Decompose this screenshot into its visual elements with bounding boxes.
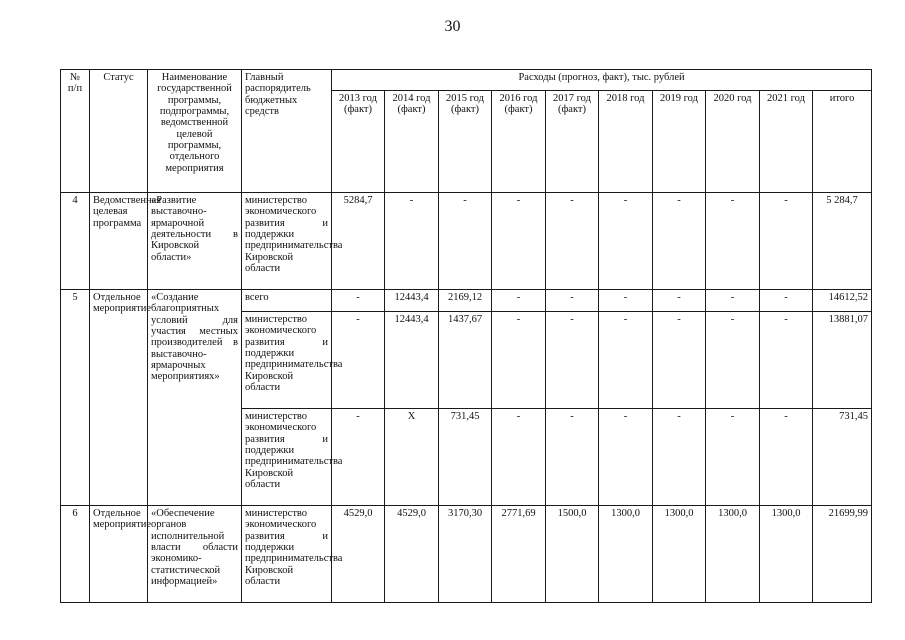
value-cell: 12443,4 <box>385 312 439 409</box>
total-cell: 731,45 <box>813 409 872 506</box>
budget-expenses-table <box>60 69 872 603</box>
header-year: 2017 год (факт) <box>546 91 599 193</box>
value-cell: - <box>546 193 599 290</box>
total-cell: 13881,07 <box>813 312 872 409</box>
value-cell: - <box>332 290 385 312</box>
value-cell: - <box>332 409 385 506</box>
value-cell: - <box>492 193 546 290</box>
value-cell: - <box>439 193 492 290</box>
page-number: 30 <box>444 18 461 35</box>
header-year: 2016 год (факт) <box>492 91 546 193</box>
value-cell: - <box>706 290 760 312</box>
value-cell: - <box>385 193 439 290</box>
value-cell: 2169,12 <box>439 290 492 312</box>
value-cell: - <box>492 290 546 312</box>
table-row <box>61 290 872 312</box>
value-cell: 1500,0 <box>546 506 599 603</box>
row-status: Отдельное мероприятие <box>90 290 148 506</box>
row-status: Отдельное мероприятие <box>90 506 148 603</box>
header-year: 2015 год (факт) <box>439 91 492 193</box>
value-cell: 2771,69 <box>492 506 546 603</box>
header-admin: Главный распорядитель бюджетных средств <box>242 70 332 193</box>
value-cell: 3170,30 <box>439 506 492 603</box>
value-cell: - <box>706 409 760 506</box>
value-cell: - <box>760 290 813 312</box>
total-cell: 21699,99 <box>813 506 872 603</box>
value-cell: 5284,7 <box>332 193 385 290</box>
value-cell: - <box>760 312 813 409</box>
value-cell: 4529,0 <box>332 506 385 603</box>
row-admin: всего <box>242 290 332 312</box>
header-year: 2020 год <box>706 91 760 193</box>
value-cell: - <box>599 312 653 409</box>
header-num: № п/п <box>61 70 90 193</box>
header-year: 2019 год <box>653 91 706 193</box>
value-cell: 1437,67 <box>439 312 492 409</box>
header-year: 2018 год <box>599 91 653 193</box>
value-cell: - <box>653 193 706 290</box>
value-cell: - <box>653 312 706 409</box>
value-cell: - <box>546 409 599 506</box>
total-cell: 5 284,7 <box>813 193 872 290</box>
row-admin: министерство экономического развития и поддержки предпринимательства Кировской области <box>242 506 332 603</box>
value-cell: - <box>492 312 546 409</box>
row-name: «Развитие выставочно-ярмарочной деятельности в Кировской области» <box>148 193 242 290</box>
value-cell: - <box>706 193 760 290</box>
table-row <box>61 193 872 290</box>
total-cell: 14612,52 <box>813 290 872 312</box>
header-total: итого <box>813 91 872 193</box>
value-cell: - <box>332 312 385 409</box>
row-num: 4 <box>61 193 90 290</box>
value-cell: X <box>385 409 439 506</box>
row-name: «Создание благоприятных условий для участия местных производителей в выставочно-ярмарочных мероприятиях» <box>148 290 242 506</box>
row-admin: министерство экономического развития и поддержки предпринимательства Кировской области <box>242 409 332 506</box>
value-cell: - <box>653 290 706 312</box>
value-cell: - <box>653 409 706 506</box>
header-expenses: Расходы (прогноз, факт), тыс. рублей <box>332 70 872 91</box>
header-year: 2014 год (факт) <box>385 91 439 193</box>
value-cell: - <box>599 409 653 506</box>
value-cell: 4529,0 <box>385 506 439 603</box>
row-num: 5 <box>61 290 90 506</box>
header-name: Наименование государственной программы, подпрограммы, ведомственной целевой программы, отдельного мероприятия <box>148 70 242 193</box>
value-cell: 731,45 <box>439 409 492 506</box>
value-cell: - <box>599 193 653 290</box>
row-admin: министерство экономического развития и поддержки предпринимательства Кировской области <box>242 193 332 290</box>
value-cell: - <box>760 193 813 290</box>
value-cell: - <box>492 409 546 506</box>
value-cell: - <box>760 409 813 506</box>
value-cell: 1300,0 <box>706 506 760 603</box>
row-name: «Обеспечение органов исполнительной власти области экономико-статистической информацией» <box>148 506 242 603</box>
value-cell: 1300,0 <box>599 506 653 603</box>
value-cell: - <box>546 312 599 409</box>
row-status: Ведомственная целевая программа <box>90 193 148 290</box>
value-cell: 1300,0 <box>760 506 813 603</box>
value-cell: - <box>546 290 599 312</box>
value-cell: 12443,4 <box>385 290 439 312</box>
header-status: Статус <box>90 70 148 193</box>
row-admin: министерство экономического развития и поддержки предпринимательства Кировской области <box>242 312 332 409</box>
table-row <box>61 506 872 603</box>
header-year: 2013 год (факт) <box>332 91 385 193</box>
value-cell: 1300,0 <box>653 506 706 603</box>
row-num: 6 <box>61 506 90 603</box>
header-year: 2021 год <box>760 91 813 193</box>
value-cell: - <box>599 290 653 312</box>
value-cell: - <box>706 312 760 409</box>
